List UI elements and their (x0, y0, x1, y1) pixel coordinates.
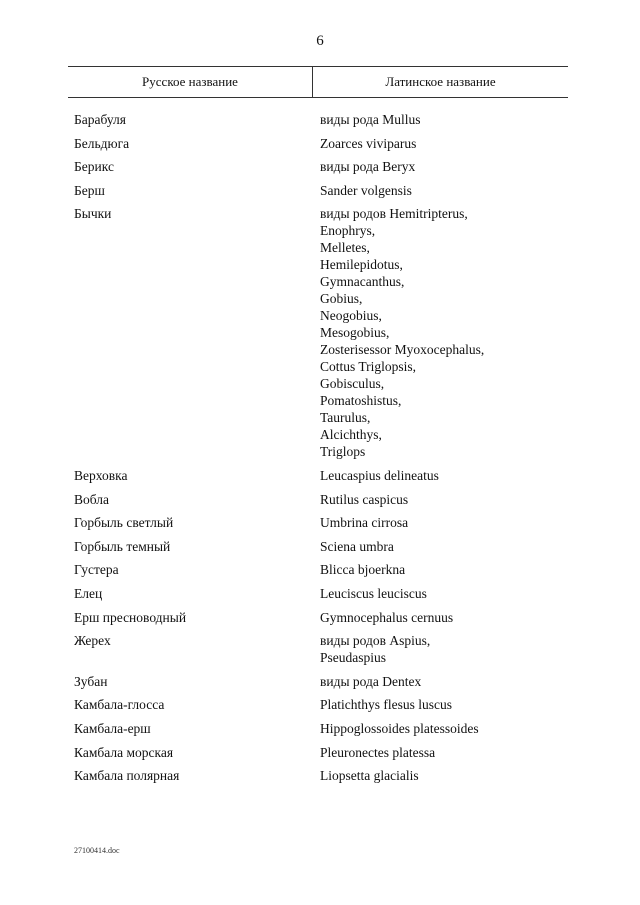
russian-name-cell: Камбала полярная (74, 768, 180, 784)
latin-name-cell (320, 467, 640, 484)
column-header-latin-name: Латинское название (385, 74, 496, 89)
latin-name-line: виды рода Dentex (320, 673, 422, 689)
latin-name-line: Pleuronectes platessa (320, 744, 436, 760)
table-row (0, 561, 640, 578)
latin-name-line: Platichthys flesus luscus (320, 697, 452, 713)
russian-name-cell: Горбыль светлый (74, 515, 174, 531)
latin-name-line: Pomatoshistus, (320, 393, 402, 409)
latin-name-line: Leuciscus leuciscus (320, 585, 427, 601)
latin-name-cell (320, 696, 640, 713)
table-row (0, 673, 640, 690)
latin-name-line: Cottus Triglopsis, (320, 359, 417, 375)
latin-name-line: виды родов Aspius, (320, 633, 431, 649)
latin-name-line: Triglops (320, 444, 366, 460)
table-row (0, 182, 640, 199)
latin-name-cell (320, 609, 640, 626)
russian-name-cell: Густера (74, 562, 119, 578)
latin-name-line: Taurulus, (320, 410, 371, 426)
latin-name-line: Gymnacanthus, (320, 274, 405, 290)
latin-name-cell (320, 538, 640, 555)
latin-name-cell (320, 673, 640, 690)
latin-name-line: Sander volgensis (320, 182, 412, 198)
table-row (0, 767, 640, 784)
latin-name-line: Zoarces viviparus (320, 135, 417, 151)
latin-name-line: Rutilus caspicus (320, 491, 409, 507)
russian-name-cell: Камбала морская (74, 744, 174, 760)
table-row (0, 111, 640, 128)
table-row (0, 696, 640, 713)
latin-name-cell (320, 158, 640, 175)
russian-name-cell: Вобла (74, 491, 110, 507)
latin-name-line: Alcichthys, (320, 427, 382, 443)
russian-name-cell: Бельдюга (74, 135, 130, 151)
latin-name-cell (320, 632, 640, 666)
table-row (0, 135, 640, 152)
latin-name-cell (320, 767, 640, 784)
table-row (0, 585, 640, 602)
russian-name-cell: Камбала-глосса (74, 697, 165, 713)
russian-name-cell: Ерш пресноводный (74, 609, 187, 625)
russian-name-cell: Бычки (74, 206, 112, 222)
latin-name-line: Gobius, (320, 291, 363, 307)
latin-name-line: виды рода Mullus (320, 112, 421, 127)
russian-name-cell: Верховка (74, 467, 128, 483)
table-row (0, 609, 640, 626)
table-header (68, 66, 568, 98)
russian-name-cell: Елец (74, 585, 103, 601)
table-row (0, 744, 640, 761)
latin-name-line: Blicca bjoerkna (320, 562, 406, 578)
table-row (0, 158, 640, 175)
table-row (0, 514, 640, 531)
latin-name-cell (320, 561, 640, 578)
table-row (0, 205, 640, 460)
table-row (0, 632, 640, 666)
russian-name-cell: Жерех (74, 633, 111, 649)
latin-name-line: Hemilepidotus, (320, 257, 403, 273)
russian-name-cell: Зубан (74, 673, 108, 689)
table-row (0, 491, 640, 508)
russian-name-cell: Барабуля (74, 112, 126, 127)
latin-name-cell (320, 182, 640, 199)
latin-name-cell (320, 135, 640, 152)
russian-name-cell: Горбыль темный (74, 538, 171, 554)
russian-name-cell: Берш (74, 182, 105, 198)
latin-name-line: Neogobius, (320, 308, 382, 324)
latin-name-line: виды рода Beryx (320, 159, 416, 175)
latin-name-line: Umbrina cirrosa (320, 515, 409, 531)
table-body (0, 111, 640, 791)
latin-name-line: Leucaspius delineatus (320, 467, 439, 483)
latin-name-line: Liopsetta glacialis (320, 768, 419, 784)
table-row (0, 538, 640, 555)
russian-name-cell: Камбала-ерш (74, 720, 151, 736)
table-row (0, 720, 640, 737)
latin-name-cell (320, 491, 640, 508)
latin-name-line: Sciena umbra (320, 538, 394, 554)
column-header-russian-name: Русское название (142, 74, 238, 89)
latin-name-line: Gymnocephalus cernuus (320, 609, 454, 625)
latin-name-line: Pseudaspius (320, 650, 387, 666)
latin-name-cell (320, 514, 640, 531)
latin-name-line: Zosterisessor Myoxocephalus, (320, 342, 485, 358)
table-row (0, 467, 640, 484)
latin-name-cell (320, 205, 640, 460)
latin-name-cell (320, 111, 640, 128)
latin-name-line: Enophrys, (320, 223, 376, 239)
document-filename-footer: 27100414.doc (74, 846, 120, 855)
latin-name-cell (320, 744, 640, 761)
latin-name-line: Gobisculus, (320, 376, 385, 392)
russian-name-cell: Берикс (74, 159, 114, 175)
latin-name-line: Hippoglossoides platessoides (320, 720, 479, 736)
page-number: 6 (316, 33, 324, 49)
latin-name-cell (320, 585, 640, 602)
latin-name-line: виды родов Hemitripterus, (320, 206, 468, 222)
latin-name-line: Mesogobius, (320, 325, 390, 341)
latin-name-line: Melletes, (320, 240, 370, 256)
latin-name-cell (320, 720, 640, 737)
